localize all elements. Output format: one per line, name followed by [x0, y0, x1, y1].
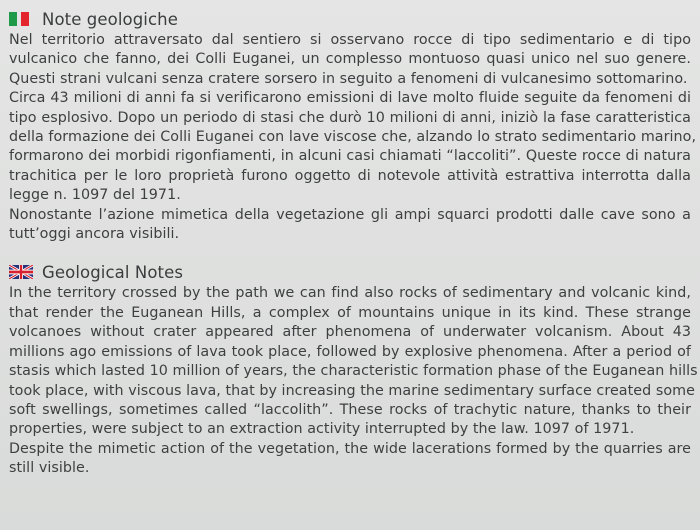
italian-heading — [9, 7, 691, 31]
text-line: properties, were subject to an extraction activity interrupted by the law. 1097 of 1971. — [9, 421, 635, 438]
text-line: took place, with viscous lava, that by increasing the marine sedimentary surface created some — [9, 382, 695, 399]
english-title: Geological Notes — [42, 262, 184, 282]
text-line: Nonostante l’azione mimetica della vegetazione gli ampi squarci prodotti dalle cave sono a — [9, 206, 691, 223]
text-line: that render the Euganean Hills, a complex of mountains unique in its kind. These strange — [9, 304, 691, 321]
text-line: soft swellings, sometimes called “laccolith”. These rocks of trachytic nature, thanks to their — [9, 401, 691, 418]
text-line: tipo esplosivo. Dopo un periodo di stasi che durò 10 milioni di anni, iniziò la fase caratteristica — [9, 109, 691, 126]
uk-flag-icon — [9, 265, 33, 279]
text-line: tutt’oggi ancora visibili. — [9, 226, 180, 243]
text-line: legge n. 1097 del 1971. — [9, 187, 181, 204]
text-line: In the territory crossed by the path we can find also rocks of sedimentary and volcanic kind, — [9, 285, 691, 302]
italian-title: Note geologiche — [42, 9, 178, 29]
italy-flag-icon — [9, 12, 33, 26]
text-line: Circa 43 milioni di anni fa si verificarono emissioni di lave molto fluide seguite da fenomeni di — [9, 90, 691, 107]
text-line: trachitica per le loro proprietà furono oggetto di notevole attività estrattiva interrotta dalla — [9, 167, 691, 184]
text-line: volcanoes without crater appeared after phenomena of underwater volcanism. About 43 — [9, 324, 691, 341]
text-line: Nel territorio attraversato dal sentiero si osservano rocce di tipo sedimentario e di tipo — [9, 32, 691, 48]
text-line: millions ago emissions of lava took place, followed by explosive phenomena. After a period of — [9, 343, 691, 360]
italian-body — [9, 31, 697, 244]
text-line: formarono dei morbidi rigonfiamenti, in alcuni casi chiamati “laccoliti”. Queste rocce di natura — [9, 148, 691, 165]
text-line: Questi strani vulcani senza cratere sorsero in seguito a fenomeni di vulcanesimo sottomarino. — [9, 70, 688, 87]
text-line: stasis which lasted 10 million of years, the characteristic formation phase of the Euganean hills — [9, 363, 698, 380]
text-line: Despite the mimetic action of the vegetation, the wide lacerations formed by the quarries are — [9, 440, 691, 457]
english-body — [9, 284, 698, 478]
text-line: della formazione dei Colli Euganei con lave viscose che, alzando lo strato sedimentario marino, — [9, 129, 697, 146]
english-section — [9, 260, 698, 478]
italian-section — [9, 7, 697, 244]
english-heading — [9, 260, 691, 284]
text-line: still visible. — [9, 460, 90, 477]
text-line: vulcanico che fanno, dei Colli Euganei, un complesso montuoso quasi unico nel suo genere. — [9, 51, 691, 68]
